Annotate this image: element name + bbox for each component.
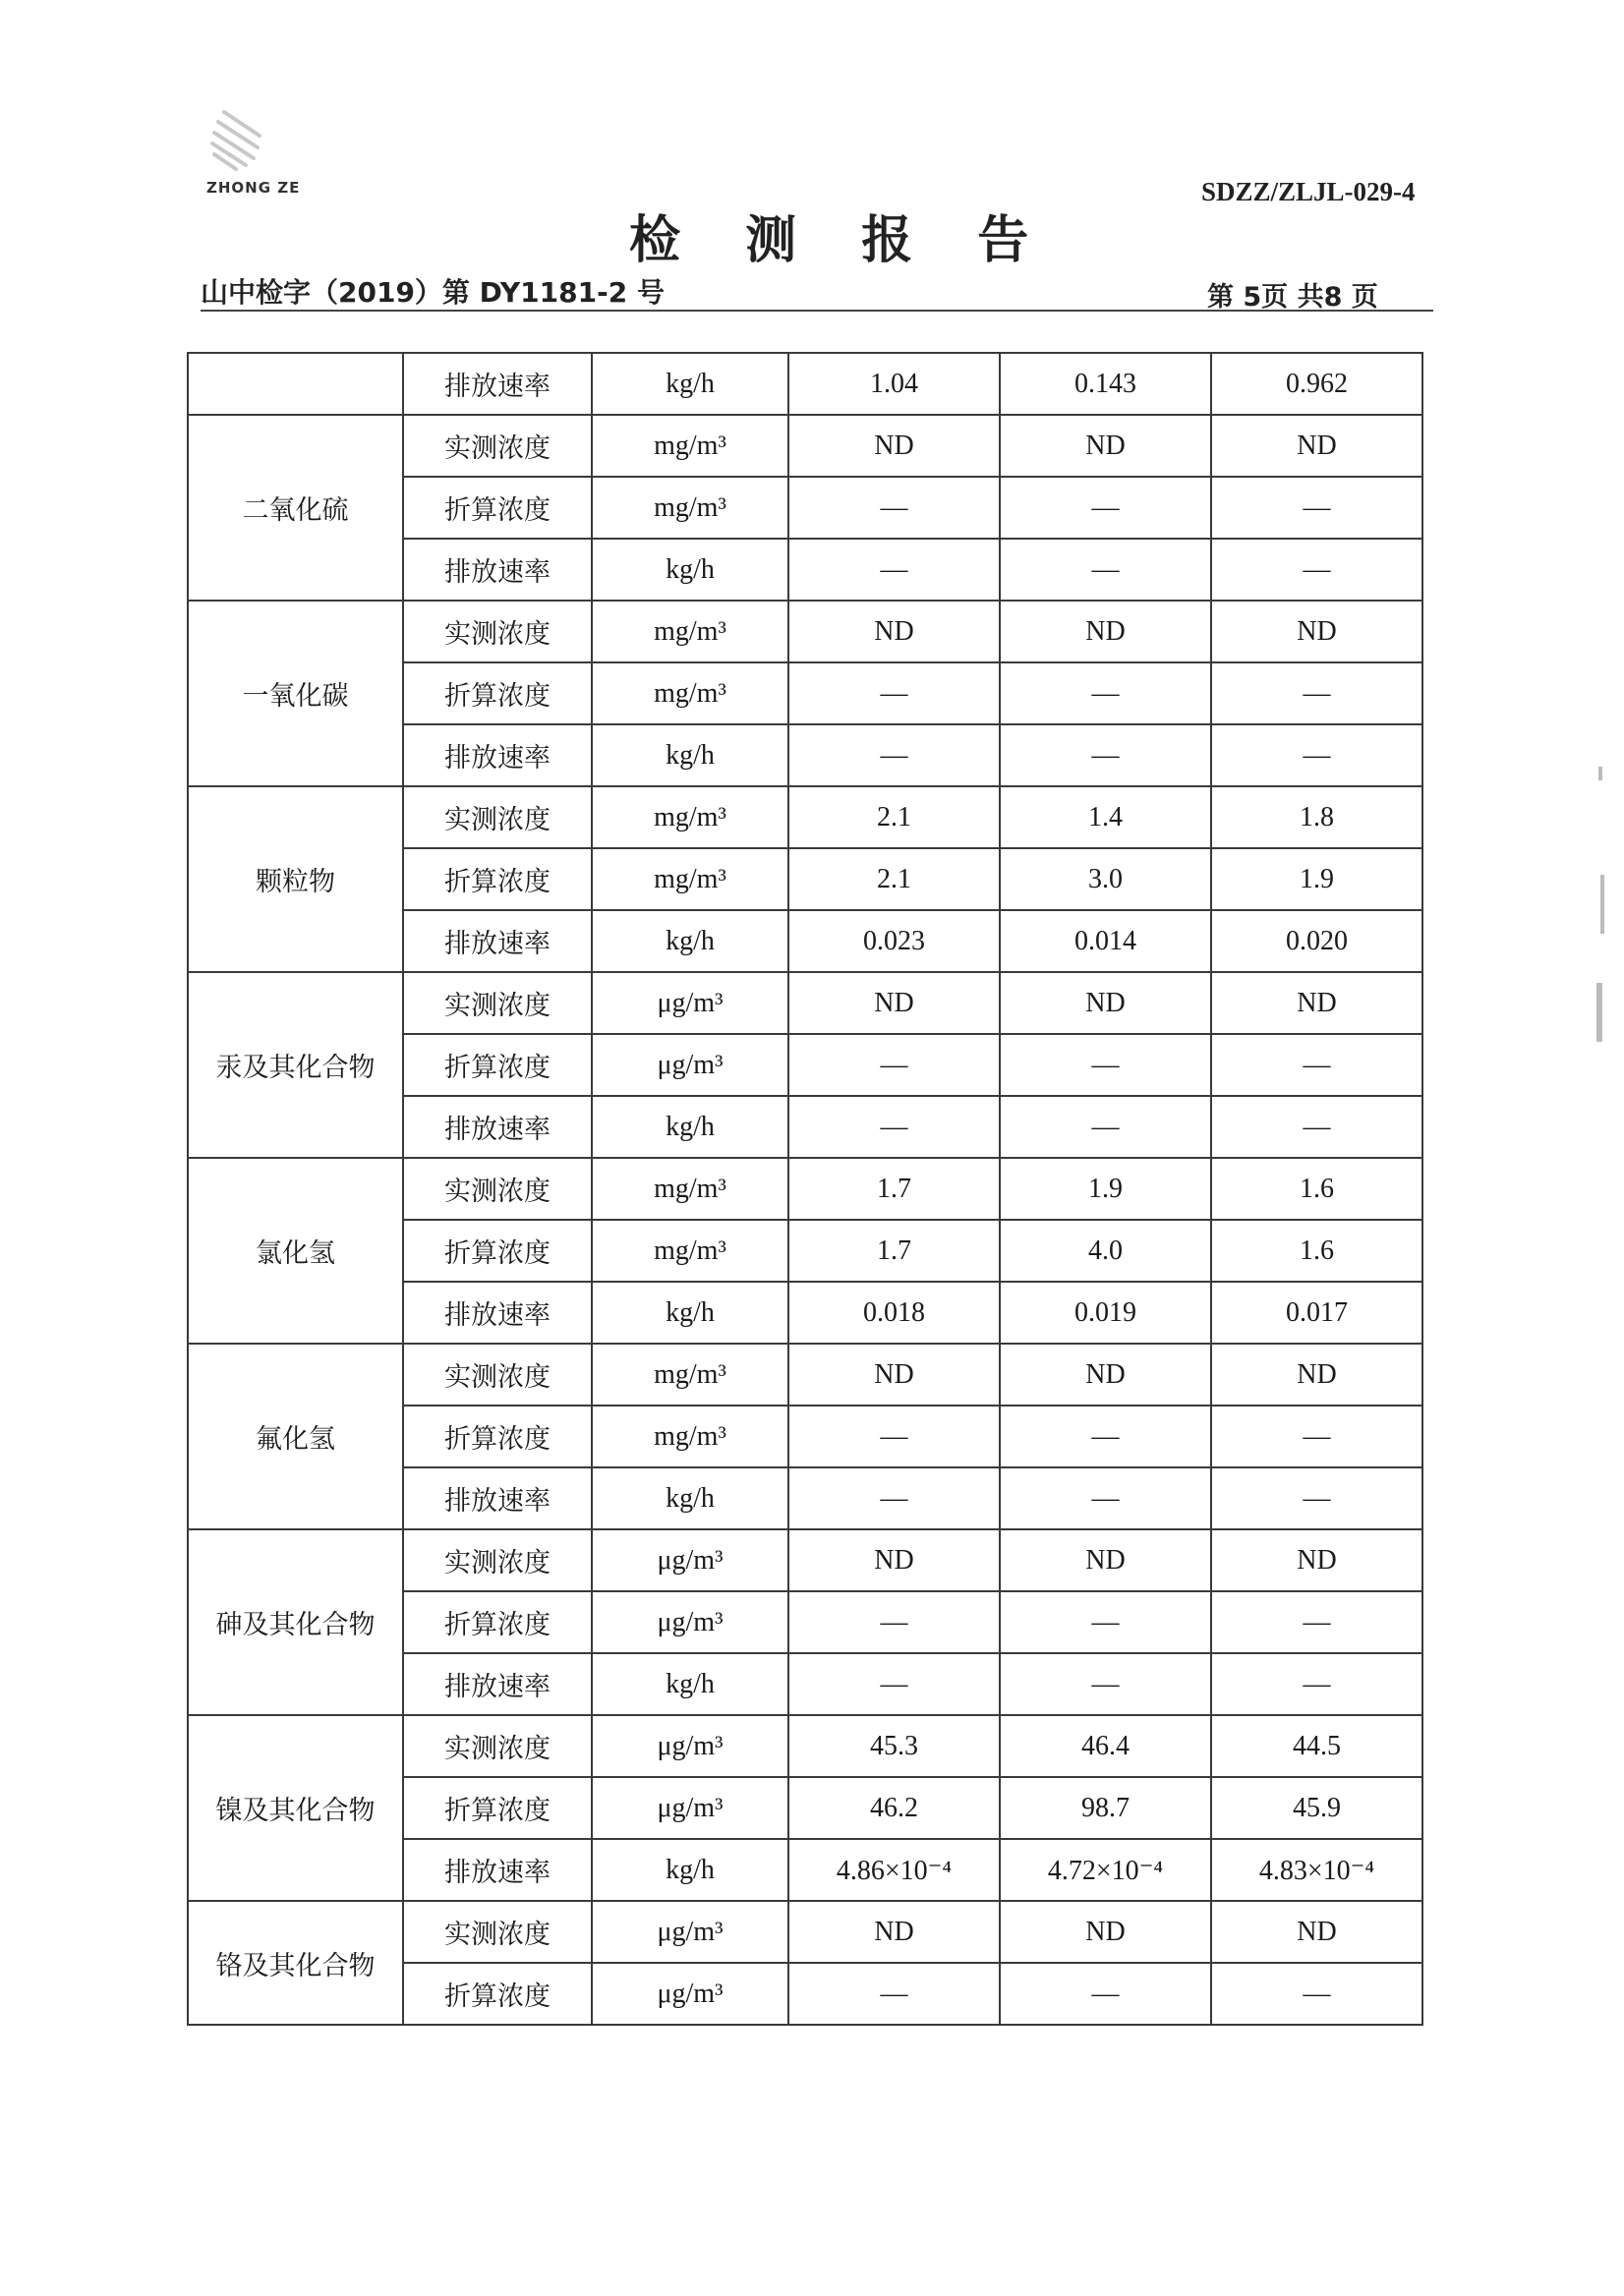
- value-cell: 0.017: [1211, 1282, 1422, 1344]
- unit-cell: kg/h: [592, 1096, 788, 1158]
- value-cell: 4.83×10⁻⁴: [1211, 1839, 1422, 1901]
- table-row: [188, 1901, 1422, 1963]
- value-cell: 3.0: [1000, 848, 1211, 910]
- scan-mark: [1600, 875, 1604, 934]
- item-cell: 折算浓度: [403, 477, 592, 539]
- value-cell: —: [788, 1467, 1000, 1529]
- item-cell: 排放速率: [403, 1282, 592, 1344]
- item-cell: 折算浓度: [403, 1591, 592, 1653]
- value-cell: —: [1000, 1653, 1211, 1715]
- value-cell: 0.962: [1211, 353, 1422, 415]
- value-cell: 1.8: [1211, 786, 1422, 848]
- value-cell: 1.9: [1211, 848, 1422, 910]
- item-cell: 排放速率: [403, 910, 592, 972]
- unit-cell: kg/h: [592, 353, 788, 415]
- value-cell: —: [1211, 539, 1422, 601]
- scan-mark: [1596, 983, 1602, 1042]
- pollutant-cell: 氯化氢: [188, 1158, 403, 1344]
- value-cell: 44.5: [1211, 1715, 1422, 1777]
- value-cell: 1.04: [788, 353, 1000, 415]
- value-cell: ND: [1211, 601, 1422, 662]
- pollutant-cell: 铬及其化合物: [188, 1901, 403, 2025]
- pollutant-cell: 一氧化碳: [188, 601, 403, 786]
- unit-cell: μg/m³: [592, 1591, 788, 1653]
- results-table-wrapper: [187, 352, 1421, 2026]
- item-cell: 实测浓度: [403, 415, 592, 477]
- item-cell: 实测浓度: [403, 1344, 592, 1406]
- item-cell: 折算浓度: [403, 1406, 592, 1467]
- unit-cell: kg/h: [592, 539, 788, 601]
- item-cell: 排放速率: [403, 539, 592, 601]
- unit-cell: kg/h: [592, 1467, 788, 1529]
- page-title: 检 测 报 告: [629, 211, 1053, 270]
- value-cell: —: [1211, 1406, 1422, 1467]
- scan-mark: [1598, 767, 1602, 780]
- unit-cell: kg/h: [592, 1839, 788, 1901]
- unit-cell: kg/h: [592, 724, 788, 786]
- unit-cell: μg/m³: [592, 1034, 788, 1096]
- value-cell: 0.143: [1000, 353, 1211, 415]
- unit-cell: kg/h: [592, 1282, 788, 1344]
- value-cell: —: [1000, 1591, 1211, 1653]
- item-cell: 实测浓度: [403, 1715, 592, 1777]
- item-cell: 折算浓度: [403, 1220, 592, 1282]
- value-cell: 1.6: [1211, 1220, 1422, 1282]
- report-number: 山中检字（2019）第 DY1181-2 号: [201, 276, 665, 309]
- value-cell: —: [1211, 1467, 1422, 1529]
- value-cell: —: [1000, 1096, 1211, 1158]
- page-number: 第 5页 共8 页: [1207, 282, 1378, 313]
- value-cell: ND: [788, 415, 1000, 477]
- pollutant-cell: 颗粒物: [188, 786, 403, 972]
- value-cell: —: [788, 1963, 1000, 2025]
- pollutant-cell: 镍及其化合物: [188, 1715, 403, 1901]
- value-cell: —: [1000, 1467, 1211, 1529]
- value-cell: —: [1211, 1653, 1422, 1715]
- value-cell: 0.018: [788, 1282, 1000, 1344]
- value-cell: ND: [788, 601, 1000, 662]
- table-row: [188, 786, 1422, 848]
- table-row: [188, 353, 1422, 415]
- item-cell: 折算浓度: [403, 1963, 592, 2025]
- value-cell: ND: [788, 1901, 1000, 1963]
- value-cell: ND: [1211, 1344, 1422, 1406]
- pollutant-cell: 氟化氢: [188, 1344, 403, 1529]
- value-cell: ND: [1000, 1344, 1211, 1406]
- unit-cell: kg/h: [592, 910, 788, 972]
- logo-stripes-icon: [203, 106, 291, 175]
- value-cell: —: [788, 539, 1000, 601]
- table-row: [188, 415, 1422, 477]
- value-cell: 45.3: [788, 1715, 1000, 1777]
- item-cell: 排放速率: [403, 1839, 592, 1901]
- logo-text: ZHONG ZE: [206, 179, 301, 197]
- table-row: [188, 601, 1422, 662]
- table-row: [188, 1158, 1422, 1220]
- unit-cell: μg/m³: [592, 1715, 788, 1777]
- pollutant-cell: 砷及其化合物: [188, 1529, 403, 1715]
- value-cell: 2.1: [788, 786, 1000, 848]
- value-cell: 46.2: [788, 1777, 1000, 1839]
- unit-cell: mg/m³: [592, 786, 788, 848]
- unit-cell: μg/m³: [592, 1901, 788, 1963]
- value-cell: 4.0: [1000, 1220, 1211, 1282]
- value-cell: 98.7: [1000, 1777, 1211, 1839]
- value-cell: —: [788, 1034, 1000, 1096]
- table-row: [188, 1715, 1422, 1777]
- unit-cell: mg/m³: [592, 1406, 788, 1467]
- value-cell: —: [1000, 662, 1211, 724]
- zhongze-logo: [193, 106, 301, 204]
- value-cell: —: [1211, 477, 1422, 539]
- item-cell: 实测浓度: [403, 601, 592, 662]
- value-cell: 0.014: [1000, 910, 1211, 972]
- value-cell: —: [788, 1591, 1000, 1653]
- unit-cell: kg/h: [592, 1653, 788, 1715]
- value-cell: —: [1211, 724, 1422, 786]
- value-cell: 1.7: [788, 1158, 1000, 1220]
- item-cell: 折算浓度: [403, 848, 592, 910]
- item-cell: 排放速率: [403, 1653, 592, 1715]
- pollutant-cell: 二氧化硫: [188, 415, 403, 601]
- pollutant-cell: 汞及其化合物: [188, 972, 403, 1158]
- value-cell: ND: [788, 972, 1000, 1034]
- value-cell: —: [788, 1653, 1000, 1715]
- value-cell: 1.9: [1000, 1158, 1211, 1220]
- item-cell: 折算浓度: [403, 1034, 592, 1096]
- value-cell: 4.72×10⁻⁴: [1000, 1839, 1211, 1901]
- value-cell: 2.1: [788, 848, 1000, 910]
- table-row: [188, 972, 1422, 1034]
- value-cell: ND: [1211, 415, 1422, 477]
- unit-cell: μg/m³: [592, 972, 788, 1034]
- value-cell: ND: [1211, 1901, 1422, 1963]
- unit-cell: mg/m³: [592, 1158, 788, 1220]
- pollutant-cell: [188, 353, 403, 415]
- value-cell: ND: [1211, 972, 1422, 1034]
- item-cell: 实测浓度: [403, 972, 592, 1034]
- unit-cell: mg/m³: [592, 1344, 788, 1406]
- item-cell: 排放速率: [403, 724, 592, 786]
- table-row: [188, 1529, 1422, 1591]
- item-cell: 实测浓度: [403, 786, 592, 848]
- value-cell: —: [1211, 662, 1422, 724]
- value-cell: 1.6: [1211, 1158, 1422, 1220]
- item-cell: 排放速率: [403, 353, 592, 415]
- item-cell: 实测浓度: [403, 1158, 592, 1220]
- unit-cell: mg/m³: [592, 415, 788, 477]
- value-cell: —: [1000, 477, 1211, 539]
- value-cell: 0.019: [1000, 1282, 1211, 1344]
- value-cell: 46.4: [1000, 1715, 1211, 1777]
- value-cell: —: [788, 1406, 1000, 1467]
- value-cell: 45.9: [1211, 1777, 1422, 1839]
- value-cell: —: [1000, 1406, 1211, 1467]
- value-cell: 0.023: [788, 910, 1000, 972]
- value-cell: —: [1211, 1591, 1422, 1653]
- item-cell: 折算浓度: [403, 1777, 592, 1839]
- value-cell: —: [788, 662, 1000, 724]
- header-divider: [201, 310, 1433, 312]
- document-code: SDZZ/ZLJL-029-4: [1201, 177, 1416, 206]
- item-cell: 实测浓度: [403, 1901, 592, 1963]
- results-table: [187, 352, 1423, 2026]
- value-cell: —: [788, 1096, 1000, 1158]
- value-cell: ND: [1211, 1529, 1422, 1591]
- value-cell: ND: [1000, 601, 1211, 662]
- table-row: [188, 1344, 1422, 1406]
- value-cell: 1.4: [1000, 786, 1211, 848]
- unit-cell: mg/m³: [592, 477, 788, 539]
- unit-cell: μg/m³: [592, 1529, 788, 1591]
- value-cell: —: [1000, 539, 1211, 601]
- unit-cell: mg/m³: [592, 601, 788, 662]
- item-cell: 排放速率: [403, 1096, 592, 1158]
- value-cell: ND: [1000, 1901, 1211, 1963]
- value-cell: —: [1211, 1963, 1422, 2025]
- unit-cell: mg/m³: [592, 662, 788, 724]
- value-cell: —: [1211, 1096, 1422, 1158]
- value-cell: ND: [1000, 415, 1211, 477]
- value-cell: —: [1000, 724, 1211, 786]
- unit-cell: mg/m³: [592, 1220, 788, 1282]
- value-cell: ND: [788, 1344, 1000, 1406]
- value-cell: 1.7: [788, 1220, 1000, 1282]
- value-cell: —: [788, 724, 1000, 786]
- value-cell: ND: [788, 1529, 1000, 1591]
- value-cell: 0.020: [1211, 910, 1422, 972]
- unit-cell: mg/m³: [592, 848, 788, 910]
- item-cell: 实测浓度: [403, 1529, 592, 1591]
- value-cell: 4.86×10⁻⁴: [788, 1839, 1000, 1901]
- value-cell: —: [1211, 1034, 1422, 1096]
- item-cell: 折算浓度: [403, 662, 592, 724]
- value-cell: ND: [1000, 1529, 1211, 1591]
- unit-cell: μg/m³: [592, 1963, 788, 2025]
- value-cell: —: [1000, 1034, 1211, 1096]
- value-cell: ND: [1000, 972, 1211, 1034]
- item-cell: 排放速率: [403, 1467, 592, 1529]
- value-cell: —: [1000, 1963, 1211, 2025]
- value-cell: —: [788, 477, 1000, 539]
- unit-cell: μg/m³: [592, 1777, 788, 1839]
